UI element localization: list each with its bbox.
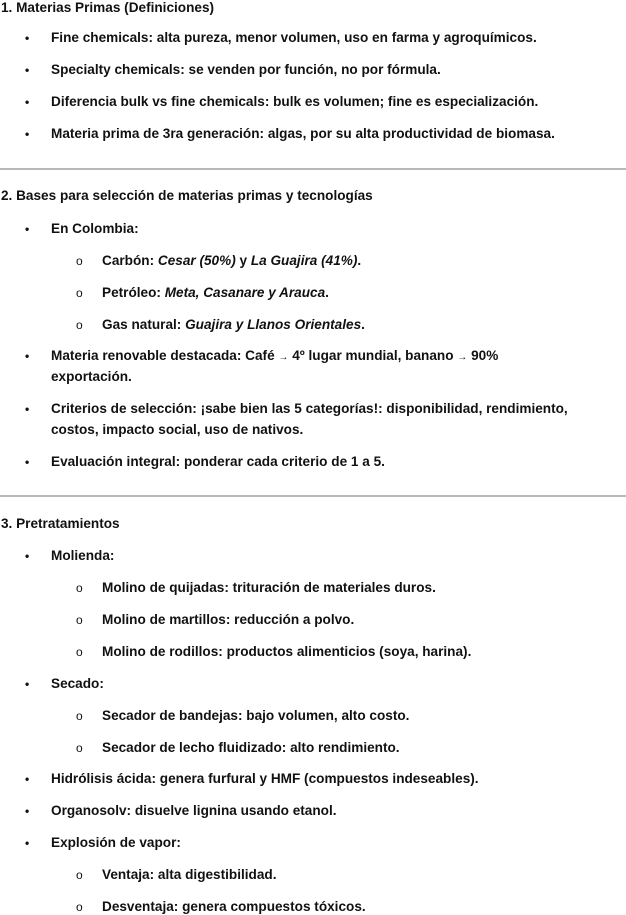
bullet-dot: • bbox=[25, 677, 30, 691]
bullet-circle: o bbox=[76, 645, 83, 659]
section-3-heading: 3. Pretratamientos bbox=[1, 516, 120, 531]
petroleo-label: Petróleo: bbox=[102, 285, 165, 300]
list-item: Desventaja: genera compuestos tóxicos. bbox=[102, 899, 366, 914]
gas-regions: Guajira y Llanos Orientales bbox=[185, 317, 362, 332]
bullet-circle: o bbox=[76, 581, 83, 595]
bullet-circle: o bbox=[76, 318, 83, 332]
bullet-dot: • bbox=[25, 63, 30, 77]
carbon-connector: y bbox=[235, 253, 251, 268]
gas-end: . bbox=[361, 317, 365, 332]
list-item-renovable bbox=[51, 348, 498, 366]
list-item: Diferencia bulk vs fine chemicals: bulk es volumen; fine es especialización. bbox=[51, 94, 539, 109]
list-item-organosolv: Organosolv: disuelve lignina usando etanol. bbox=[51, 803, 337, 818]
bullet-circle: o bbox=[76, 900, 83, 914]
list-item-gas bbox=[102, 317, 365, 333]
bullet-circle: o bbox=[76, 741, 83, 755]
list-item-criterios-cont: costos, impacto social, uso de nativos. bbox=[51, 422, 304, 437]
bullet-circle: o bbox=[76, 613, 83, 627]
bullet-circle: o bbox=[76, 868, 83, 882]
section-1-heading: 1. Materias Primas (Definiciones) bbox=[1, 0, 215, 15]
colombia-label: En Colombia: bbox=[51, 221, 139, 236]
carbon-label: Carbón: bbox=[102, 253, 158, 268]
gas-label: Gas natural: bbox=[102, 317, 186, 332]
section-divider bbox=[0, 495, 626, 497]
explosion-label: Explosión de vapor: bbox=[51, 835, 181, 850]
bullet-circle: o bbox=[76, 254, 83, 268]
renovable-text-1: Materia renovable destacada: Café bbox=[51, 348, 279, 363]
petroleo-end: . bbox=[325, 285, 329, 300]
list-item: Ventaja: alta digestibilidad. bbox=[102, 867, 277, 882]
arrow-right-icon: → bbox=[457, 352, 468, 363]
bullet-dot: • bbox=[25, 402, 30, 416]
list-item: Molino de rodillos: productos alimenticios (soya, harina). bbox=[102, 644, 472, 659]
carbon-region-b: La Guajira (41%) bbox=[250, 253, 358, 268]
list-item: Fine chemicals: alta pureza, menor volumen, uso en farma y agroquímicos. bbox=[51, 30, 537, 45]
bullet-dot: • bbox=[25, 804, 30, 818]
bullet-circle: o bbox=[76, 709, 83, 723]
bullet-dot: • bbox=[25, 549, 30, 563]
list-item-renovable-cont: exportación. bbox=[51, 369, 132, 384]
bullet-dot: • bbox=[25, 127, 30, 141]
bullet-dot: • bbox=[25, 31, 30, 45]
secado-label: Secado: bbox=[51, 676, 104, 691]
list-item: Secador de bandejas: bajo volumen, alto costo. bbox=[102, 708, 410, 723]
molienda-label: Molienda: bbox=[51, 548, 115, 563]
bullet-dot: • bbox=[25, 836, 30, 850]
bullet-dot: • bbox=[25, 772, 30, 786]
list-item-petroleo bbox=[102, 285, 329, 301]
list-item-carbon bbox=[102, 253, 361, 269]
carbon-region-a: Cesar (50%) bbox=[157, 253, 236, 268]
list-item: Molino de quijadas: trituración de materiales duros. bbox=[102, 580, 436, 595]
renovable-text-2: 4º lugar mundial, banano bbox=[288, 348, 458, 363]
renovable-text-3: 90% bbox=[467, 348, 499, 363]
list-item-criterios: Criterios de selección: ¡sabe bien las 5 categorías!: disponibilidad, rendimiento, bbox=[51, 401, 568, 416]
bullet-dot: • bbox=[25, 455, 30, 469]
list-item: Secador de lecho fluidizado: alto rendimiento. bbox=[102, 740, 400, 755]
bullet-dot: • bbox=[25, 222, 30, 236]
section-2-heading: 2. Bases para selección de materias primas y tecnologías bbox=[1, 188, 373, 203]
petroleo-regions: Meta, Casanare y Arauca bbox=[164, 285, 326, 300]
section-divider bbox=[0, 168, 626, 170]
list-item-hidrolisis: Hidrólisis ácida: genera furfural y HMF (compuestos indeseables). bbox=[51, 771, 479, 786]
bullet-dot: • bbox=[25, 95, 30, 109]
bullet-circle: o bbox=[76, 286, 83, 300]
carbon-end: . bbox=[357, 253, 362, 268]
list-item: Molino de martillos: reducción a polvo. bbox=[102, 612, 355, 627]
list-item-evaluacion: Evaluación integral: ponderar cada criterio de 1 a 5. bbox=[51, 454, 385, 469]
list-item: Materia prima de 3ra generación: algas, por su alta productividad de biomasa. bbox=[51, 126, 555, 141]
list-item: Specialty chemicals: se venden por función, no por fórmula. bbox=[51, 62, 441, 77]
arrow-right-icon: → bbox=[278, 352, 289, 363]
bullet-dot: • bbox=[25, 349, 30, 363]
